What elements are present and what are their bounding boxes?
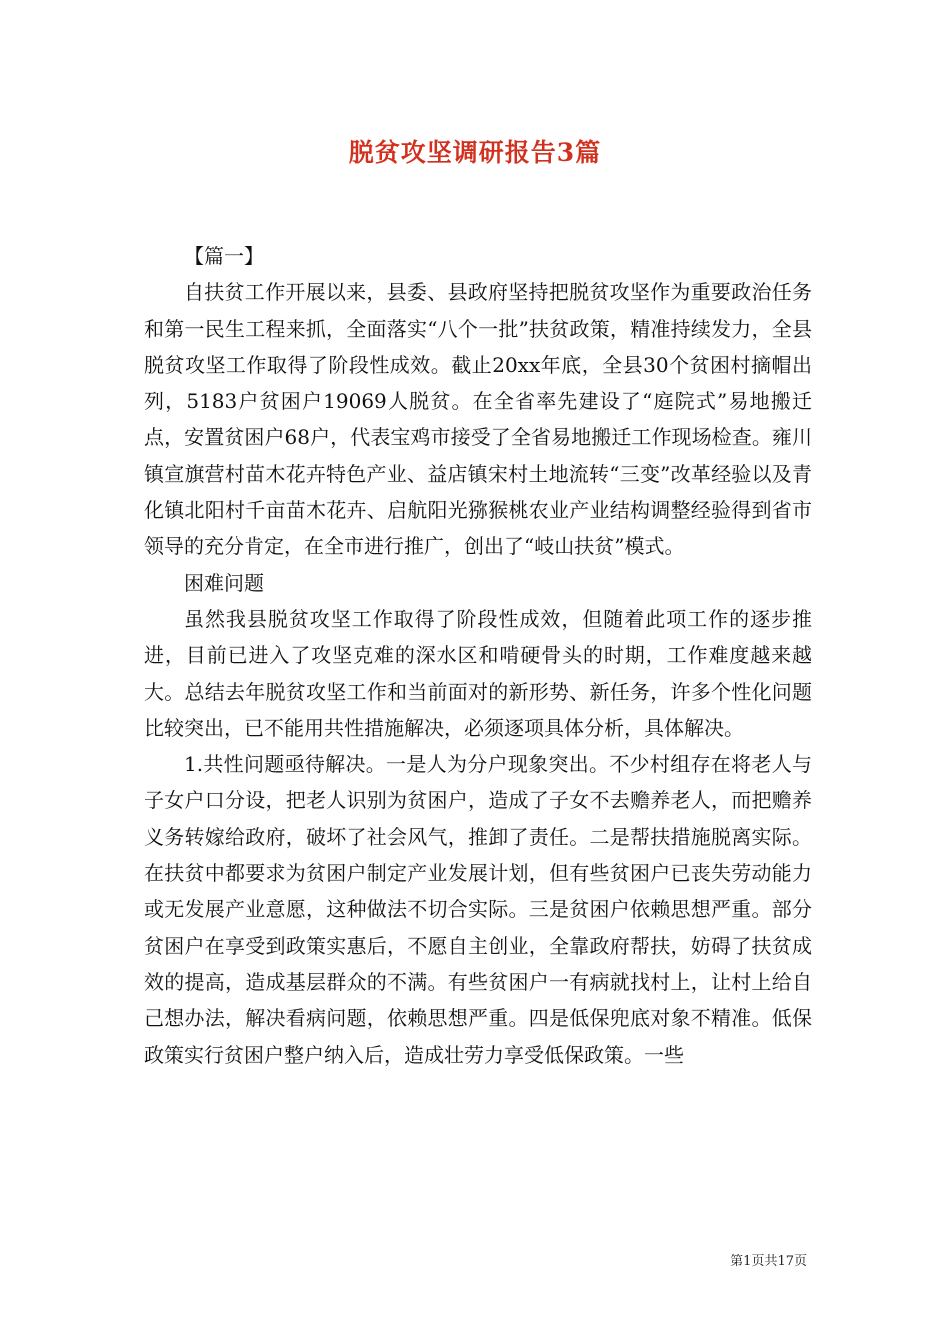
document-body <box>144 238 812 1073</box>
section-heading: 【篇一】 <box>184 244 264 268</box>
subheading-difficulties: 困难问题 <box>184 570 264 595</box>
page-number: 第1页共17页 <box>730 1254 807 1269</box>
paragraph-difficulties: 虽然我县脱贫攻坚工作取得了阶段性成效，但随着此项工作的逐步推进，目前已进入了攻坚克难的深水区和啃硬骨头的时期，工作难度越来越大。总结去年脱贫攻坚工作和当前面对的新形势、新任务，许多个性化问题比较突出，已不能用共性措施解决，必须逐项具体分析，具体解决。 <box>144 606 812 740</box>
paragraph-common-issues: 1.共性问题亟待解决。一是人为分户现象突出。不少村组存在将老人与子女户口分设，把老人识别为贫困户，造成了子女不去赡养老人，而把赡养义务转嫁给政府，破坏了社会风气，推卸了责任。二是帮扶措施脱离实际。在扶贫中都要求为贫困户制定产业发展计划，但有些贫困户已丧失劳动能力或无发展产业意愿，这种做法不切合实际。三是贫困户依赖思想严重。部分贫困户在享受到政策实惠后，不愿自主创业，全靠政府帮扶，妨碍了扶贫成效的提高，造成基层群众的不满。有些贫困户一有病就找村上，让村上给自己想办法，解决看病问题，依赖思想严重。四是低保兜底对象不精准。低保政策实行贫困户整户纳入后，造成壮劳力享受低保政策。一些 <box>144 752 812 1067</box>
paragraph-intro: 自扶贫工作开展以来，县委、县政府坚持把脱贫攻坚作为重要政治任务和第一民生工程来抓，全面落实“八个一批”扶贫政策，精准持续发力，全县脱贫攻坚工作取得了阶段性成效。截止20xx年底，全县30个贫困村摘帽出列，5183户贫困户19069人脱贫。在全省率先建设了“庭院式”易地搬迁点，安置贫困户68户，代表宝鸡市接受了全省易地搬迁工作现场检查。雍川镇宣旗营村苗木花卉特色产业、益店镇宋村土地流转“三变”改革经验以及青化镇北阳村千亩苗木花卉、启航阳光猕猴桃农业产业结构调整经验得到省市领导的充分肯定，在全市进行推广，创出了“岐山扶贫”模式。 <box>144 280 812 559</box>
document-title: 脱贫攻坚调研报告3篇 <box>348 138 602 167</box>
